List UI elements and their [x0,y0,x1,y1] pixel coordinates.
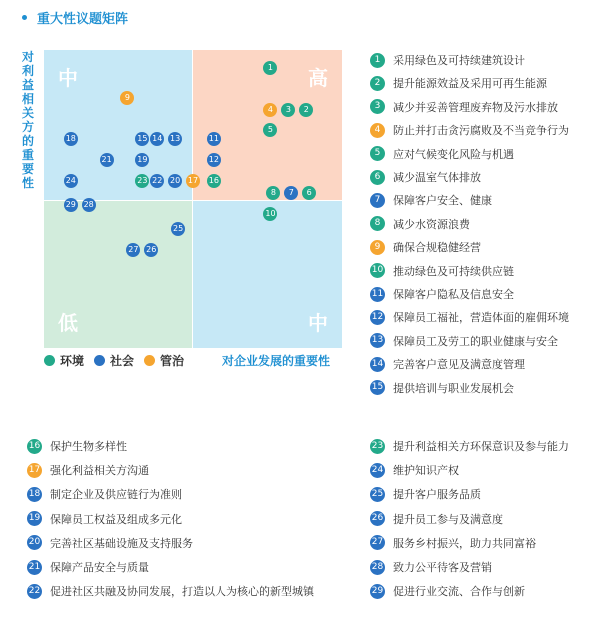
issue-bubble-12: 12 [207,153,221,167]
issue-bubble-2: 2 [299,103,313,117]
issue-number-badge: 10 [370,263,385,278]
issue-number-badge: 28 [370,560,385,575]
quadrant-bottom-left [44,201,192,348]
issue-list-item [370,75,547,91]
issue-number-badge: 17 [27,463,42,478]
issue-number-badge: 18 [27,487,42,502]
issue-list-item [370,239,481,255]
issue-list-item [370,438,569,454]
issue-text: 防止并打击贪污腐败及不当竞争行为 [393,124,569,138]
issue-bubble-5: 5 [263,123,277,137]
issue-bubble-6: 6 [302,186,316,200]
issue-text: 减少水资源浪费 [393,217,470,231]
issue-bubble-20: 20 [168,174,182,188]
bullet-dot-icon [22,15,27,20]
issue-number-badge: 26 [370,511,385,526]
page-title [22,8,128,27]
y-axis-label: 对利益相关方的重要性 [22,50,35,190]
issue-bubble-21: 21 [100,153,114,167]
issue-text: 应对气候变化风险与机遇 [393,147,514,161]
issue-list-item [27,438,127,454]
issue-text: 提供培训与职业发展机会 [393,381,514,395]
issue-number-badge: 11 [370,287,385,302]
x-axis-label: 对企业发展的重要性 [222,354,331,368]
issue-list-item [370,356,525,372]
issue-bubble-16: 16 [207,174,221,188]
issue-text: 促进社区共融及协同发展，打造以人为核心的新型城镇 [50,585,314,599]
issue-list-item [370,333,558,349]
issue-text: 提升员工参与及满意度 [393,512,503,526]
issue-bubble-8: 8 [266,186,280,200]
issue-text: 减少温室气体排放 [393,171,481,184]
issue-bubble-10: 10 [263,207,277,221]
issue-list-item [370,309,569,325]
issue-list-item [370,583,525,599]
issue-bubble-7: 7 [284,186,298,200]
issue-bubble-22: 22 [150,174,164,188]
issue-list-item [370,286,514,302]
issue-number-badge: 8 [370,216,385,231]
issue-bubble-1: 1 [263,61,277,75]
issue-bubble-23: 23 [135,174,149,188]
issue-list-item [27,583,314,599]
quadrant-label-bottom-right: 中 [308,311,328,335]
issue-text: 促进行业交流、合作与创新 [393,585,525,599]
issue-number-badge: 5 [370,146,385,161]
issue-text: 确保合规稳健经营 [393,241,481,255]
legend-item-environment [44,352,84,369]
legend-label: 管治 [160,354,185,368]
issue-text: 保障员工权益及组成多元化 [50,512,182,526]
issue-number-badge: 9 [370,240,385,255]
issue-number-badge: 16 [27,439,42,454]
quadrant-bottom-right [193,201,342,348]
issue-text: 提升客户服务品质 [393,488,481,502]
issue-number-badge: 13 [370,333,385,348]
issue-list-item [370,511,503,527]
issue-text: 减少并妥善管理废弃物及污水排放 [393,100,558,114]
quadrant-label-top-right: 高 [308,66,328,90]
issue-number-badge: 21 [27,560,42,575]
issue-text: 服务乡村振兴，助力共同富裕 [393,536,536,550]
issue-number-badge: 23 [370,439,385,454]
issue-text: 采用绿色及可持续建筑设计 [393,54,525,67]
issue-number-badge: 7 [370,193,385,208]
issue-number-badge: 22 [27,584,42,599]
issue-list-item [370,535,536,551]
issue-text: 保障员工及劳工的职业健康与安全 [393,334,558,348]
issue-bubble-27: 27 [126,243,140,257]
issue-list-item [370,486,481,502]
issue-number-badge: 24 [370,463,385,478]
issue-text: 保障产品安全与质量 [50,561,149,574]
issue-list-item [27,462,149,478]
legend-label: 社会 [110,354,135,368]
issue-list-item [27,535,193,551]
issue-list-item [370,216,470,232]
issue-list-item [370,263,514,279]
issue-number-badge: 27 [370,535,385,550]
issue-number-badge: 14 [370,357,385,372]
issue-text: 提升利益相关方环保意识及参与能力 [393,440,569,453]
quadrant-label-bottom-left: 低 [58,311,78,335]
issue-number-badge: 4 [370,123,385,138]
issue-text: 提升能源效益及采用可再生能源 [393,77,547,91]
issue-list-item [370,52,525,68]
legend-swatch-environment [44,355,55,366]
issue-bubble-29: 29 [64,198,78,212]
issue-text: 保障客户安全、健康 [393,194,492,208]
issue-bubble-17: 17 [186,174,200,188]
issue-list-item [27,511,182,527]
issue-list-item [370,169,481,185]
issue-text: 保障员工福祉，营造体面的雇佣环境 [393,311,569,325]
issue-bubble-14: 14 [150,132,164,146]
issue-bubble-19: 19 [135,153,149,167]
issue-text: 制定企业及供应链行为准则 [50,488,182,502]
issue-bubble-13: 13 [168,132,182,146]
issue-number-badge: 12 [370,310,385,325]
issue-bubble-11: 11 [207,132,221,146]
issue-number-badge: 19 [27,511,42,526]
issue-bubble-28: 28 [82,198,96,212]
issue-list-item [370,99,558,115]
legend-item-governance [144,352,184,369]
issue-list-item [370,380,514,396]
issue-number-badge: 3 [370,99,385,114]
issue-text: 完善社区基础设施及支持服务 [50,536,193,550]
issue-bubble-15: 15 [135,132,149,146]
issue-number-badge: 20 [27,535,42,550]
issue-text: 推动绿色及可持续供应链 [393,264,514,278]
issue-text: 保护生物多样性 [50,440,127,453]
issue-bubble-9: 9 [120,91,134,105]
issue-text: 强化利益相关方沟通 [50,464,149,478]
legend-swatch-governance [144,355,155,366]
issue-bubble-25: 25 [171,222,185,236]
issue-number-badge: 29 [370,584,385,599]
issue-number-badge: 1 [370,53,385,68]
issue-list-item [27,559,149,575]
title-text: 重大性议题矩阵 [37,12,129,27]
issue-number-badge: 25 [370,487,385,502]
legend-item-society [94,352,134,369]
issue-text: 完善客户意见及满意度管理 [393,358,525,372]
issue-bubble-26: 26 [144,243,158,257]
issue-list-item [27,486,182,502]
issue-bubble-4: 4 [263,103,277,117]
issue-text: 保障客户隐私及信息安全 [393,288,514,301]
issue-text: 维护知识产权 [393,464,459,478]
issue-bubble-24: 24 [64,174,78,188]
issue-list-item [370,122,569,138]
issue-bubble-18: 18 [64,132,78,146]
issue-list-item [370,559,492,575]
issue-number-badge: 15 [370,380,385,395]
issue-bubble-3: 3 [281,103,295,117]
issue-list-item [370,462,459,478]
issue-number-badge: 2 [370,76,385,91]
issue-list-item [370,192,492,208]
issue-list-item [370,146,514,162]
issue-number-badge: 6 [370,170,385,185]
legend-label: 环境 [60,354,85,368]
legend-swatch-society [94,355,105,366]
quadrant-label-top-left: 中 [58,66,78,90]
legend [44,352,194,369]
issue-text: 致力公平待客及营销 [393,561,492,574]
